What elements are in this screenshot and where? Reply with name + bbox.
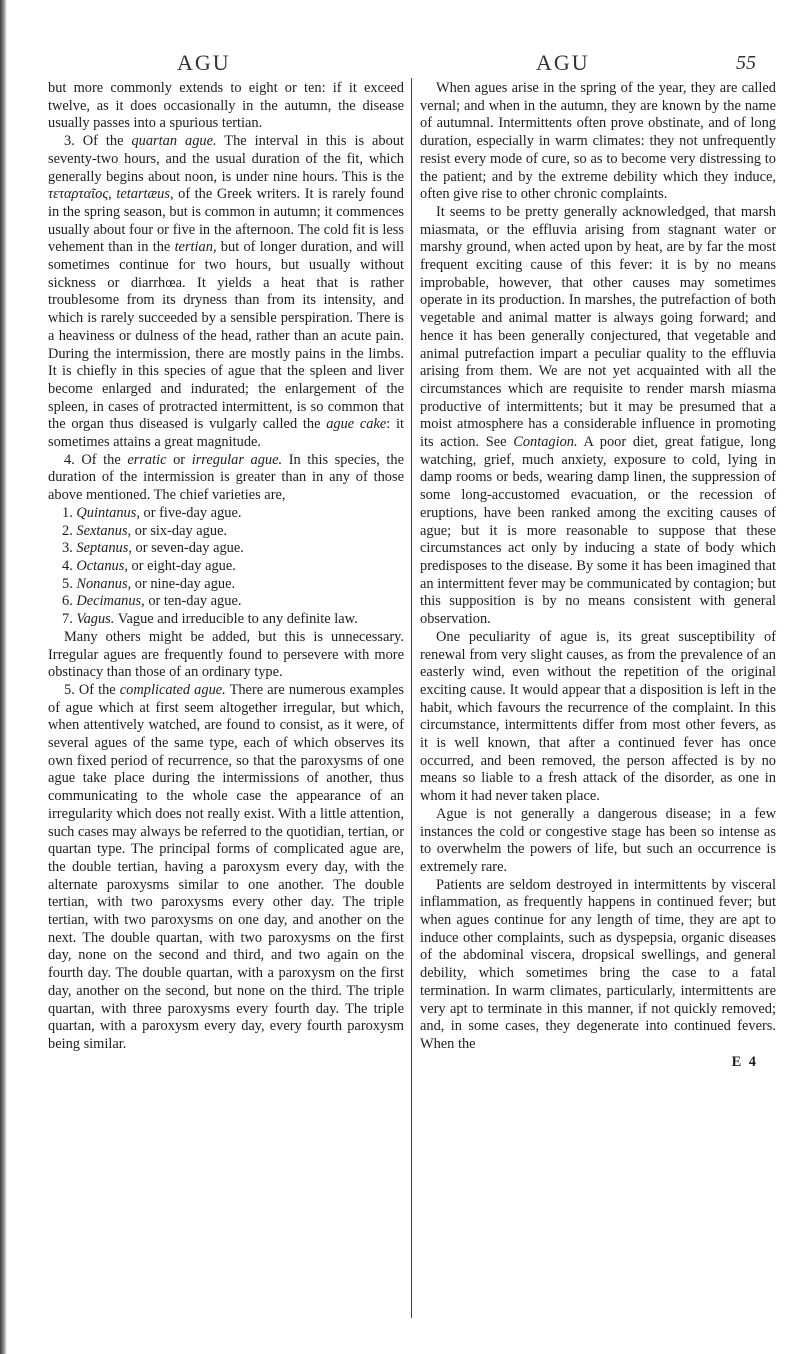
section-term: quartan ague. [131, 133, 217, 150]
section-number: 3. Of the [64, 133, 132, 150]
paragraph: When agues arise in the spring of the year, they are called vernal; and when in the autumn, they are known by the name of autumnal. Intermittents often prove obstinate, and of long duration, especially in warm climates: they not unfrequently resist every mode of cure, so as to become very distressing to the patient; and by the extreme debility which they induce, often give rise to other chronic complaints. [420, 80, 776, 203]
italic-term: ague cake [326, 416, 387, 433]
list-term: Decimanus [76, 593, 142, 610]
list-number: 6. [62, 593, 77, 610]
list-item [48, 523, 404, 541]
text-run: : it sometimes attains a great magnitude. [48, 416, 404, 451]
list-number: 2. [62, 522, 77, 539]
list-desc: , or seven-day ague. [128, 540, 244, 557]
list-item [48, 540, 404, 558]
latin-term: tetartæus [116, 186, 170, 203]
right-column [420, 80, 776, 1071]
list-item [48, 558, 404, 576]
text-run: or [166, 451, 192, 468]
list-item [48, 611, 404, 629]
paragraph: Ague is not generally a dangerous disease; in a few instances the cold or congestive stage has been so intense as to overwhelm the powers of life, but such an occurrence is extremely rare. [420, 805, 776, 875]
list-desc: , or nine-day ague. [127, 575, 236, 592]
paragraph: Many others might be added, but this is unnecessary. Irregular agues are frequently found to persevere with more obstinacy than those of an ordinary type. [48, 628, 404, 681]
left-column [48, 80, 404, 1054]
list-desc: Vague and irreducible to any definite law. [114, 611, 358, 628]
text-run: The interval in this is about seventy-two hours, and the usual duration of the fit, which generally begins about noon, is under nine hours. This is the [48, 133, 404, 185]
running-head-right: AGU [536, 50, 590, 75]
list-desc: , or five-day ague. [136, 504, 242, 521]
list-desc: , or eight-day ague. [124, 557, 236, 574]
paragraph: but more commonly extends to eight or ten: if it exceed twelve, as it does occasionally in the autumn, the disease usually passes into a spurious tertian. [48, 80, 404, 132]
signature-mark: E 4 [731, 1053, 758, 1070]
list-number: 5. [62, 575, 77, 592]
paragraph-complicated [48, 682, 404, 1054]
running-header [0, 0, 800, 80]
section-number: 4. Of the [64, 451, 128, 468]
list-item [48, 505, 404, 523]
list-term: Quintanus [76, 504, 137, 521]
list-number: 1. [62, 504, 77, 521]
paragraph: Patients are seldom destroyed in intermittents by visceral inflammation, as frequently happens in continued fever; but when agues continue for any length of time, they are apt to induce other complaints, such as dyspepsia, organic diseases of the abdominal viscera, dropsical swellings, and general debility, which sometimes bring the case to a fatal termination. In warm climates, particularly, intermittents are very apt to terminate in this manner, if not quickly removed; and, in some cases, they degenerate into continued fevers. When the [420, 876, 776, 1052]
list-number: 3. [62, 540, 77, 557]
section-number: 5. Of the [64, 681, 120, 698]
list-number: 4. [62, 557, 77, 574]
text-run: , but of longer duration, and will sometimes continue for two hours, but usually without sickness or diarrhœa. It yields a heat that is rather troublesome from its dryness than from its intensity, and which is rarely succeeded by a sensible perspiration. There is a heaviness or dulness of the head, rather than an acute pain. During the intermission, there are mostly pains in the limbs. It is chiefly in this species of ague that the spleen and liver become enlarged and indurated; the enlargement of the spleen, in cases of protracted intermittent, is so common that the organ thus diseased is vulgarly called the [48, 239, 404, 433]
text-run: In this species, the duration of the intermission is greater than in any of those above mentioned. The chief varieties are, [48, 451, 405, 504]
text-run: , [108, 186, 117, 203]
text-run: It seems to be pretty generally acknowledged, that marsh miasmata, or the effluvia arising from stagnant water or marshy ground, when acted upon by heat, are by far the most frequent exciting cause of this fever: it is by no means improbable, however, that other causes may sometimes operate in its production. In marshes, the putrefaction of both vegetable and animal matter is always going forward; and hence it has been generally conjectured, that vegetable and animal putrefaction impart a peculiar quality to the effluvia arising from them. We are not yet acquainted with all the circumstances which are requisite to render marsh miasma productive of intermittents; but it may be presumed that a moist atmosphere has a considerable influence in promoting its action. See [420, 203, 776, 451]
paragraph-quartan [48, 133, 404, 452]
text-run: There are numerous examples of ague which at first seem altogether irregular, but which, when attentively watched, are found to consist, as it were, of several agues of the same type, each of which observes its own fixed period of recurrence, so that the paroxysms of one ague take place during the intermissions of another, thus communicating to the whole case the appearance of an irregularity which does not really exist. With a little attention, such cases may always be referred to the quotidian, tertian, or quartan type. The principal forms of complicated ague are, the double tertian, having a paroxysm every day, with the alternate paroxysms similar to one another. The double tertian, with two paroxysms every other day. The triple tertian, with two paroxysms on one day, and another on the next. The double quartan, with two paroxysms on the first day, none on the second and third, and two again on the fourth day. The double quartan, with a paroxysm on the first day, another on the second, but none on the third. The triple quartan, with three paroxysms every fourth day. The triple quartan, with a paroxysm every day, every fourth paroxysm being similar. [48, 681, 405, 1052]
list-term: Septanus [76, 540, 129, 557]
list-term: Octanus [76, 557, 125, 574]
varieties-list [48, 505, 404, 629]
section-term: complicated ague. [119, 681, 226, 698]
page-number: 55 [736, 52, 756, 74]
cross-reference: Contagion. [513, 434, 578, 451]
paragraph-causes [420, 204, 776, 629]
column-divider [411, 78, 412, 1318]
text-run: , of the Greek writers. It is rarely found in the spring season, but is common in autumn; it commences usually about four or five in the afternoon. The cold fit is less vehement than in the [48, 186, 404, 256]
paragraph-erratic [48, 452, 404, 505]
list-term: Nonanus [76, 575, 128, 592]
list-number: 7. [62, 611, 77, 628]
list-desc: , or ten-day ague. [141, 593, 242, 610]
section-term: erratic [127, 451, 167, 468]
text-run: A poor diet, great fatigue, long watching, grief, much anxiety, exposure to cold, lying in damp rooms or beds, wearing damp linen, the suppression of some long-accustomed evacuation, or the recession of eruptions, have been ranked among the exciting causes of ague; but it is more reasonable to suppose that these circumstances act only by inducing a state of body which predisposes to the disease. By some it has been imagined that an intermittent fever may be communicated by contagion; but this supposition is by no means consistent with general observation. [420, 434, 776, 628]
greek-term: τεταρταῖος [48, 186, 109, 203]
list-term: Vagus. [76, 611, 115, 628]
list-term: Sextanus [76, 522, 128, 539]
paragraph: One peculiarity of ague is, its great susceptibility of renewal from very slight causes, as from the prevalence of an easterly wind, even without the repetition of the original exciting cause. It would appear that a disposition is left in the habit, which favours the recurrence of the complaint. In this circumstance, intermittents differ from most other fevers, as it is well known, that after a continued fever has once occurred, and been removed, the person affected is by no means so liable to a fresh attack of the disorder, as one in whom it had never taken place. [420, 628, 776, 805]
section-term: irregular ague. [191, 451, 283, 468]
list-item [48, 593, 404, 611]
list-item [48, 576, 404, 594]
italic-term: tertian [174, 239, 213, 256]
running-head-left: AGU [177, 50, 231, 75]
list-desc: , or six-day ague. [127, 522, 228, 539]
page-spine-shadow [0, 0, 7, 1354]
